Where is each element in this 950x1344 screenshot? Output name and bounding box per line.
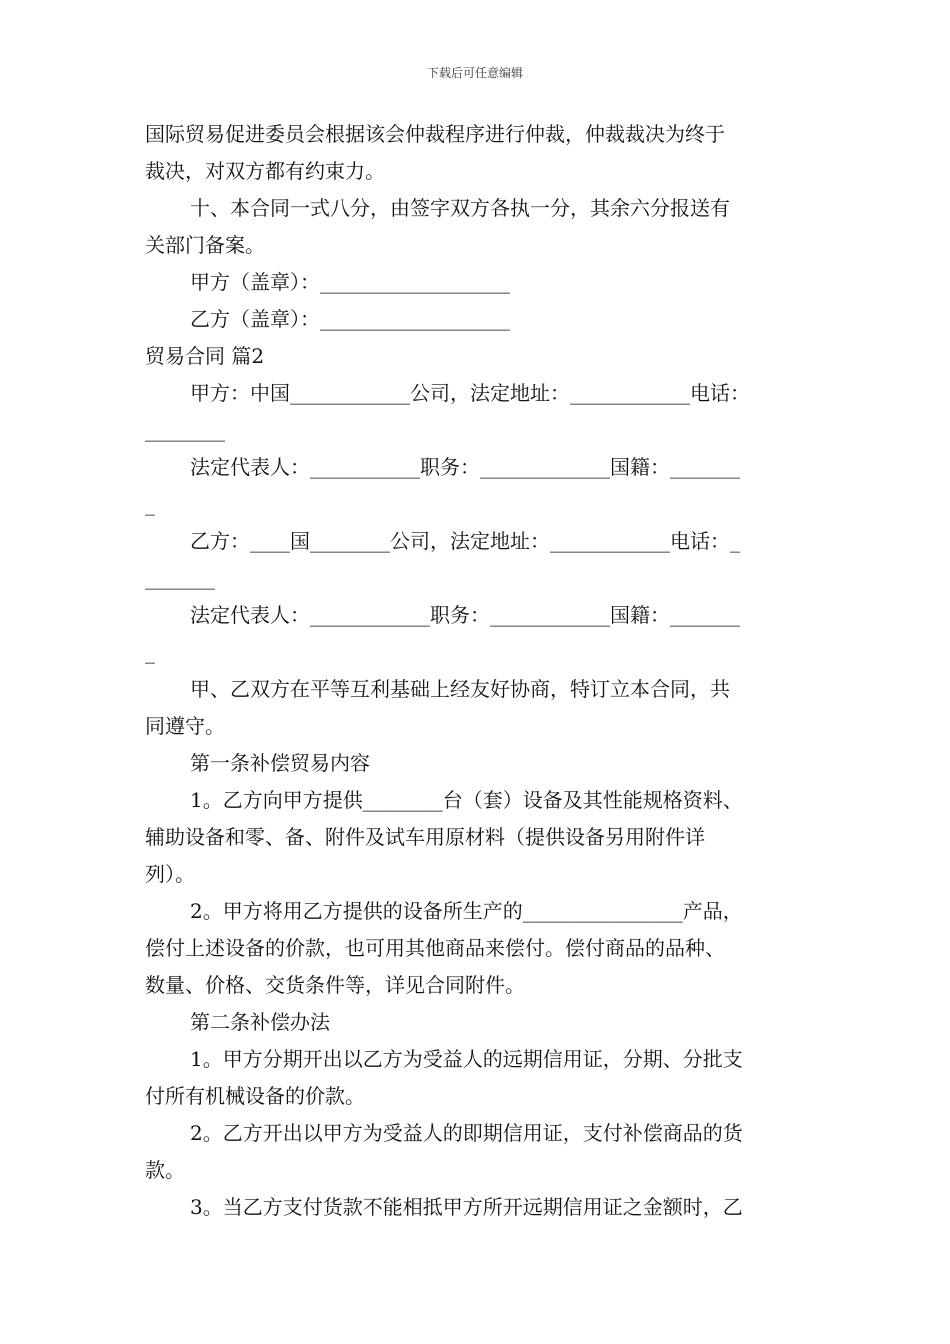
- section-heading: 贸易合同 篇2: [145, 344, 265, 368]
- text-line: 甲方：中国____________公司，法定地址：____________电话：: [190, 381, 750, 405]
- text-line: 甲、乙双方在平等互利基础上经友好协商，特订立本合同，共: [190, 677, 730, 701]
- text-line: 法定代表人：___________职务：_____________国籍：_______: [190, 455, 740, 479]
- text-line: _: [145, 640, 155, 664]
- text-line: 款。: [145, 1158, 185, 1182]
- text-line: 付所有机械设备的价款。: [145, 1084, 365, 1108]
- text-line: 2。乙方开出以甲方为受益人的即期信用证，支付补偿商品的货: [190, 1121, 743, 1145]
- text-line: 数量、价格、交货条件等，详见合同附件。: [145, 973, 525, 997]
- signature-line-party-a: 甲方（盖章）：___________________: [190, 270, 510, 294]
- text-line: 偿付上述设备的价款，也可用其他商品来偿付。偿付商品的品种、: [145, 936, 725, 960]
- text-line: 同遵守。: [145, 714, 225, 738]
- text-line: 法定代表人：____________职务：____________国籍：_______: [190, 603, 740, 627]
- text-line: 列）。: [145, 862, 195, 886]
- text-line: 裁决，对双方都有约束力。: [145, 159, 385, 183]
- text-line: 十、本合同一式八分，由签字双方各执一分，其余六分报送有: [190, 196, 730, 220]
- text-line: 3。当乙方支付货款不能相抵甲方所开远期信用证之金额时，乙: [190, 1195, 743, 1219]
- text-line: 关部门备案。: [145, 233, 265, 257]
- signature-line-party-b: 乙方（盖章）：___________________: [190, 307, 510, 331]
- text-line: _______: [145, 566, 215, 590]
- text-line: 辅助设备和零、备、附件及试车用原材料（提供设备另用附件详: [145, 825, 705, 849]
- text-line: 国际贸易促进委员会根据该会仲裁程序进行仲裁，仲裁裁决为终于: [145, 122, 725, 146]
- text-line: ________: [145, 418, 225, 442]
- text-line: 1。甲方分期开出以乙方为受益人的远期信用证，分期、分批支: [190, 1047, 743, 1071]
- text-line: 2。甲方将用乙方提供的设备所生产的________________产品，: [190, 899, 743, 923]
- article-heading: 第一条补偿贸易内容: [190, 751, 370, 775]
- text-line: 乙方：____国________公司，法定地址：____________电话：_: [190, 529, 740, 553]
- text-line: _: [145, 492, 155, 516]
- document-body: [145, 116, 810, 1226]
- article-heading: 第二条补偿办法: [190, 1010, 330, 1034]
- page-header: 下载后可任意编辑: [426, 66, 523, 80]
- text-line: 1。乙方向甲方提供________台（套）设备及其性能规格资料、: [190, 788, 743, 812]
